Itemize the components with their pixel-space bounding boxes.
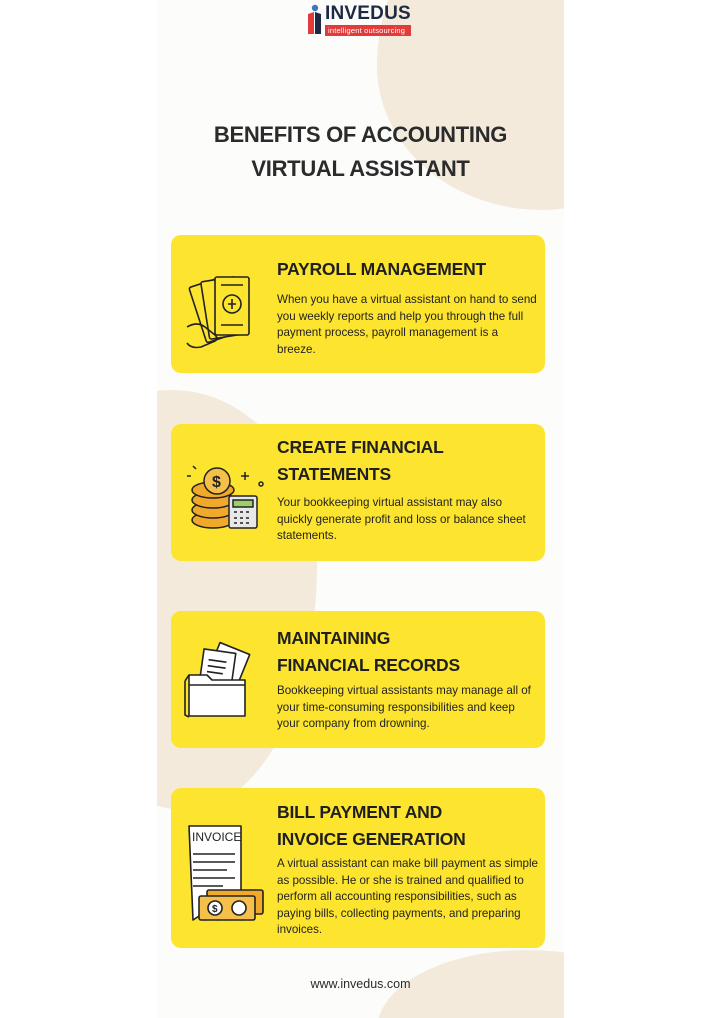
card-title: BILL PAYMENT AND INVOICE GENERATION	[277, 802, 466, 849]
card-text	[277, 625, 539, 733]
svg-text:$: $	[212, 474, 221, 491]
title-line-2: VIRTUAL ASSISTANT	[251, 156, 470, 181]
infographic	[157, 0, 564, 1018]
benefit-card-financial-statements	[171, 424, 545, 561]
invoice-label: INVOICE	[192, 830, 242, 844]
card-body: Your bookkeeping virtual assistant may also quickly generate profit and loss or balance sheet statements.	[277, 496, 526, 542]
svg-text:$: $	[212, 904, 218, 915]
logo-name: INVEDUS	[325, 3, 411, 24]
logo-mark-icon	[307, 4, 322, 34]
coins-calculator-icon	[183, 460, 269, 541]
page-title	[157, 118, 564, 186]
card-title: CREATE FINANCIAL STATEMENTS	[277, 437, 444, 484]
benefit-card-payroll	[171, 235, 545, 373]
card-title: MAINTAINING FINANCIAL RECORDS	[277, 628, 460, 675]
card-text	[277, 434, 539, 545]
logo-tagline: intelligent outsourcing	[325, 25, 411, 36]
card-text	[277, 256, 539, 358]
invoice-icon	[183, 824, 269, 929]
benefit-card-bill-payment	[171, 788, 545, 948]
title-line-1: BENEFITS OF ACCOUNTING	[213, 122, 508, 147]
card-body: Bookkeeping virtual assistants may manage all of your time-consuming responsibilities and keep your company from drowning.	[277, 684, 531, 730]
footer-url[interactable]: www.invedus.com	[310, 977, 411, 991]
benefit-card-financial-records	[171, 611, 545, 748]
card-title: PAYROLL MANAGEMENT	[277, 259, 487, 279]
brand-logo[interactable]	[307, 4, 411, 38]
card-text	[277, 799, 539, 939]
money-hand-icon	[183, 271, 267, 354]
folder-documents-icon	[183, 641, 267, 726]
card-body: A virtual assistant can make bill payment as simple as possible. He or she is trained and qualified to perform all accounting responsibilities, such as paying bills, collecting payments, and preparing invoices.	[277, 857, 538, 936]
card-body: When you have a virtual assistant on hand to send you weekly reports and help you through the full payment process, payroll management is a breeze.	[277, 293, 537, 356]
